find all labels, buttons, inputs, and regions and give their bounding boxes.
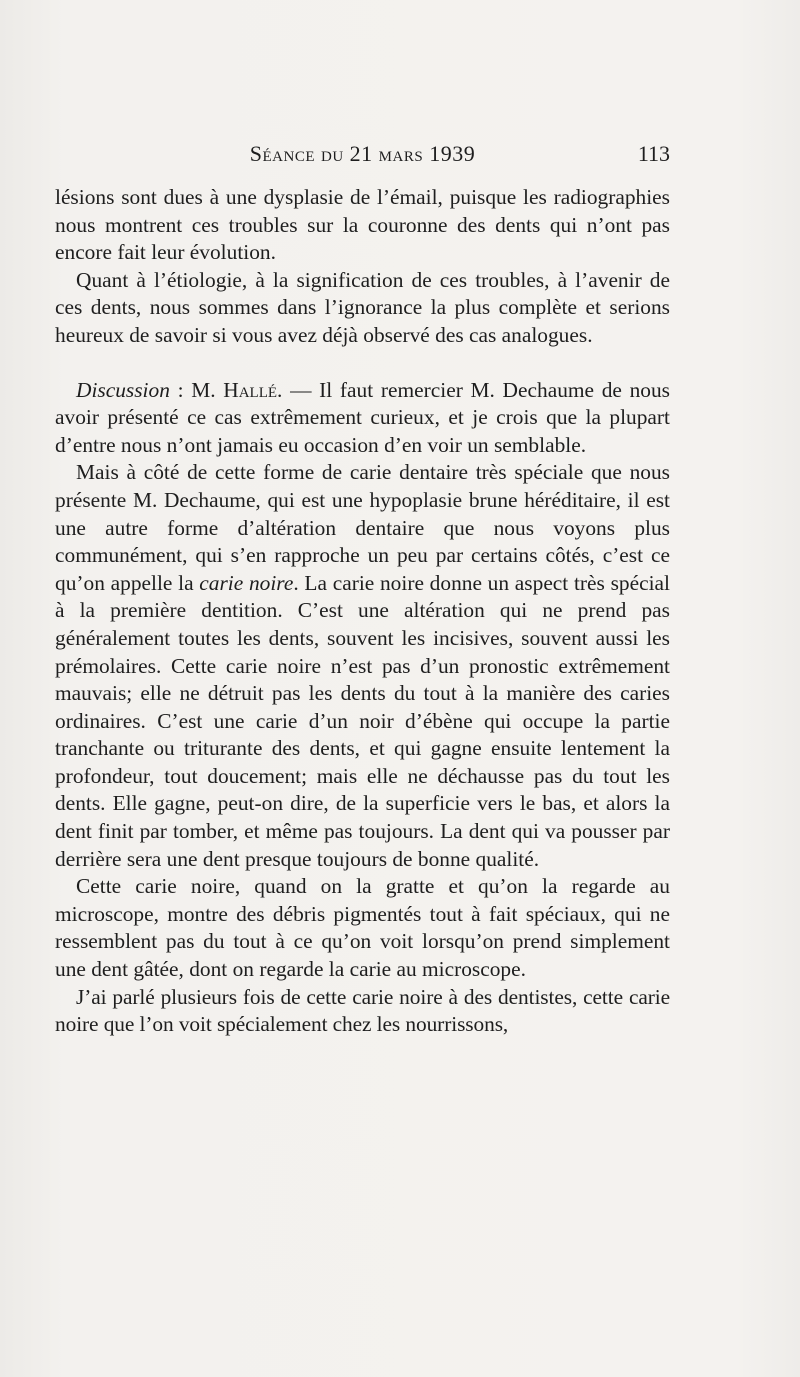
- discussion-text: — Il faut remercier M. Dechaume de nous avoir présenté ce cas extrêmement curieux, et je crois que la plupart d’entre nous n’ont jamais eu occasion d’en voir un semblable.: [55, 377, 670, 457]
- paragraph-1: lésions sont dues à une dysplasie de l’émail, puisque les radiographies nous montrent ces troubles sur la couronne des dents qui n’ont pas encore fait leur évolution.: [55, 185, 670, 265]
- paragraph-discussion: [55, 377, 670, 460]
- discussion-label: Discussion: [76, 377, 170, 402]
- page-number: 113: [637, 141, 670, 166]
- speaker-name: Hallé.: [223, 377, 283, 402]
- paragraph-4: [55, 459, 670, 873]
- running-head: [55, 141, 670, 167]
- paragraph-4-before: Mais à côté de cette forme de carie dentaire très spéciale que nous présente M. Dechaume, qui est une hypoplasie brune héréditaire, il est une autre forme d’altération dentaire que nous voyons plus communément, qui s’en rapproche un peu par certains côtés, c’est ce qu’on appelle la: [55, 460, 670, 595]
- paragraph-2: Quant à l’étiologie, à la signification de ces troubles, à l’avenir de ces dents, nous sommes dans l’ignorance la plus complète et serions heureux de savoir si vous avez déjà observé des cas analogues.: [55, 267, 670, 347]
- paragraph-4-term: carie noire: [199, 570, 294, 595]
- discussion-separator: : M.: [169, 377, 224, 402]
- body-text: [55, 184, 670, 1039]
- paragraph-6: J’ai parlé plusieurs fois de cette carie noire à des dentistes, cette carie noire que l’on voit spécialement chez les nourrissons,: [55, 984, 670, 1037]
- paragraph-4-after: . La carie noire donne un aspect très spécial à la première dentition. C’est une altération qui ne prend pas généralement toutes les dents, souvent les incisives, souvent aussi les prémolaires. Cette carie noire n’est pas d’un pronostic extrêmement mauvais; elle ne détruit pas les dents du tout à la manière des caries ordinaires. C’est une carie d’un noir d’ébène qui occupe la partie tranchante ou triturante des dents, et qui gagne ensuite lentement la profondeur, tout doucement; mais elle ne déchausse pas du tout les dents. Elle gagne, peut-on dire, de la superficie vers le bas, et alors la dent finit par tomber, et même pas toujours. La dent qui va pousser par derrière sera une dent presque toujours de bonne qualité.: [55, 570, 670, 871]
- paragraph-5: Cette carie noire, quand on la gratte et qu’on la regarde au microscope, montre des débris pigmentés tout à fait spéciaux, qui ne ressemblent pas du tout à ce qu’on voit lorsqu’on prend simplement une dent gâtée, dont on regarde la carie au microscope.: [55, 874, 670, 982]
- running-title: Séance du 21 mars 1939: [249, 141, 476, 166]
